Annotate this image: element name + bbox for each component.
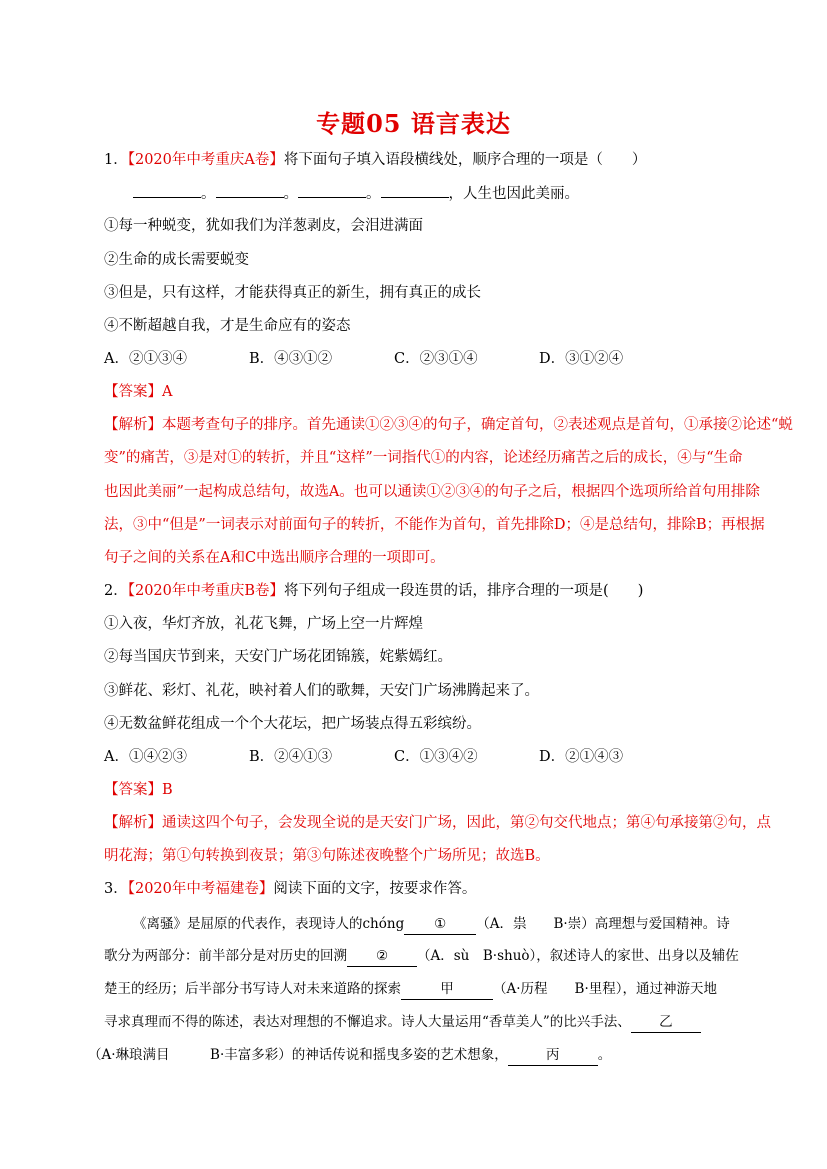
blank-separator: 。: [201, 186, 216, 202]
q1-analysis-line: 法，③中“但是”一词表示对前面句子的转折，不能作为首句，首先排除D；④是总结句，排除B；再根据: [104, 517, 765, 533]
q2-number: 2．: [104, 583, 128, 599]
option-a[interactable]: A．②①③④: [104, 351, 187, 367]
blank-bing[interactable]: 丙: [508, 1045, 598, 1066]
q1-analysis-line: 句子之间的关系在A和C中选出顺序合理的一项即可。: [104, 550, 445, 566]
blank-ending: ，人生也因此美丽。: [448, 186, 579, 202]
option-c[interactable]: C．②③①④: [394, 351, 478, 367]
q3-passage-line: [104, 1012, 701, 1033]
passage-text: （A．sù B·shuò），叙述诗人的家世、出身以及辅佐: [417, 948, 739, 964]
page-title: 专题05 语言表达: [316, 109, 511, 138]
passage-text: 楚王的经历；后半部分书写诗人对未来道路的探索: [104, 981, 401, 997]
blank-2[interactable]: ②: [347, 946, 417, 967]
q2-stem: 将下列句子组成一段连贯的话，排序合理的一项是( ): [284, 583, 644, 599]
q3-passage-line: [104, 979, 717, 1000]
passage-text: （A·琳琅满目 B·丰富多彩）的神话传说和摇曳多姿的艺术想象，: [88, 1047, 508, 1063]
blank[interactable]: [216, 197, 284, 198]
option-b[interactable]: B．②④①③: [249, 749, 333, 765]
option-d[interactable]: D．③①②④: [539, 351, 624, 367]
q2-options: [104, 747, 623, 767]
passage-text: 。: [597, 1047, 612, 1063]
q3-stem: 阅读下面的文字，按要求作答。: [273, 881, 477, 897]
q2-analysis-line: 【解析】通读这四个句子，会发现全说的是天安门广场，因此，第②句交代地点；第④句承接第②句，点: [104, 815, 771, 831]
q1-analysis-line: 也因此美丽”一起构成总结句，故选A。也可以通读①②③④的句子之后，根据四个选项所给首句用排除: [104, 484, 760, 500]
blank-separator: 。: [283, 186, 298, 202]
passage-text: （A·历程 B·里程），通过神游天地: [493, 981, 718, 997]
q3-number: 3．: [104, 881, 128, 897]
option-a[interactable]: A．①④②③: [104, 749, 187, 765]
q1-source-tag: 【2020年中考重庆A卷】: [127, 152, 284, 168]
option-b[interactable]: B．④③①②: [249, 351, 333, 367]
passage-text: （A．祟 B·崇）高理想与爱国精神。诗: [476, 916, 730, 932]
q2-header: [104, 581, 643, 601]
q2-item: ③鲜花、彩灯、礼花，映衬着人们的歌舞，天安门广场沸腾起来了。: [104, 683, 539, 699]
blank[interactable]: [381, 197, 449, 198]
q1-item: ④不断超越自我，才是生命应有的姿态: [104, 318, 351, 334]
blank[interactable]: [133, 197, 201, 198]
q2-item: ④无数盆鲜花组成一个个大花坛，把广场装点得五彩缤纷。: [104, 716, 481, 732]
q2-item: ①入夜，华灯齐放，礼花飞舞，广场上空一片辉煌: [104, 616, 423, 632]
q1-item: ①每一种蜕变，犹如我们为洋葱剥皮，会泪进满面: [104, 218, 423, 234]
passage-text: 《离骚》是屈原的代表作，表现诗人的chóng: [133, 916, 405, 932]
blank[interactable]: [298, 197, 366, 198]
q2-analysis-line: 明花海；第①句转换到夜景；第③句陈述夜晚整个广场所见；故选B。: [104, 848, 550, 864]
blank-separator: 。: [366, 186, 381, 202]
q1-answer: 【答案】A: [104, 384, 173, 400]
q1-header: [104, 150, 646, 170]
q1-analysis-line: 【解析】本题考查句子的排序。首先通读①②③④的句子，确定首句，②表述观点是首句，①承接②论述“蜕: [104, 417, 793, 433]
passage-text: 歌分为两部分：前半部分是对历史的回溯: [104, 948, 347, 964]
passage-text: 寻求真理而不得的陈述，表达对理想的不懈追求。诗人大量运用“香草美人”的比兴手法、: [104, 1014, 631, 1030]
q2-answer: 【答案】B: [104, 782, 173, 798]
q1-number: 1．: [104, 152, 128, 168]
q3-source-tag: 【2020年中考福建卷】: [127, 881, 274, 897]
q3-passage-line: [133, 914, 730, 935]
q1-options: [104, 349, 623, 369]
q1-item: ③但是，只有这样，才能获得真正的新生，拥有真正的成长: [104, 285, 481, 301]
q1-blanks: [133, 184, 579, 204]
q1-analysis-line: 变”的痛苦，③是对①的转折，并且“这样”一词指代①的内容，论述经历痛苦之后的成长，④与“生命: [104, 450, 743, 466]
q3-passage-line: [88, 1045, 611, 1066]
option-d[interactable]: D．②①④③: [539, 749, 624, 765]
q1-item: ②生命的成长需要蜕变: [104, 252, 249, 268]
q2-source-tag: 【2020年中考重庆B卷】: [127, 583, 285, 599]
q2-item: ②每当国庆节到来，天安门广场花团锦簇，姹紫嫣红。: [104, 649, 452, 665]
q3-passage-line: [104, 946, 739, 967]
option-c[interactable]: C．①③④②: [394, 749, 478, 765]
q3-header: [104, 879, 476, 899]
blank-jia[interactable]: 甲: [401, 979, 493, 1000]
blank-1[interactable]: ①: [404, 914, 476, 935]
blank-yi[interactable]: 乙: [631, 1012, 701, 1033]
q1-stem: 将下面句子填入语段横线处，顺序合理的一项是（ ）: [283, 152, 647, 168]
